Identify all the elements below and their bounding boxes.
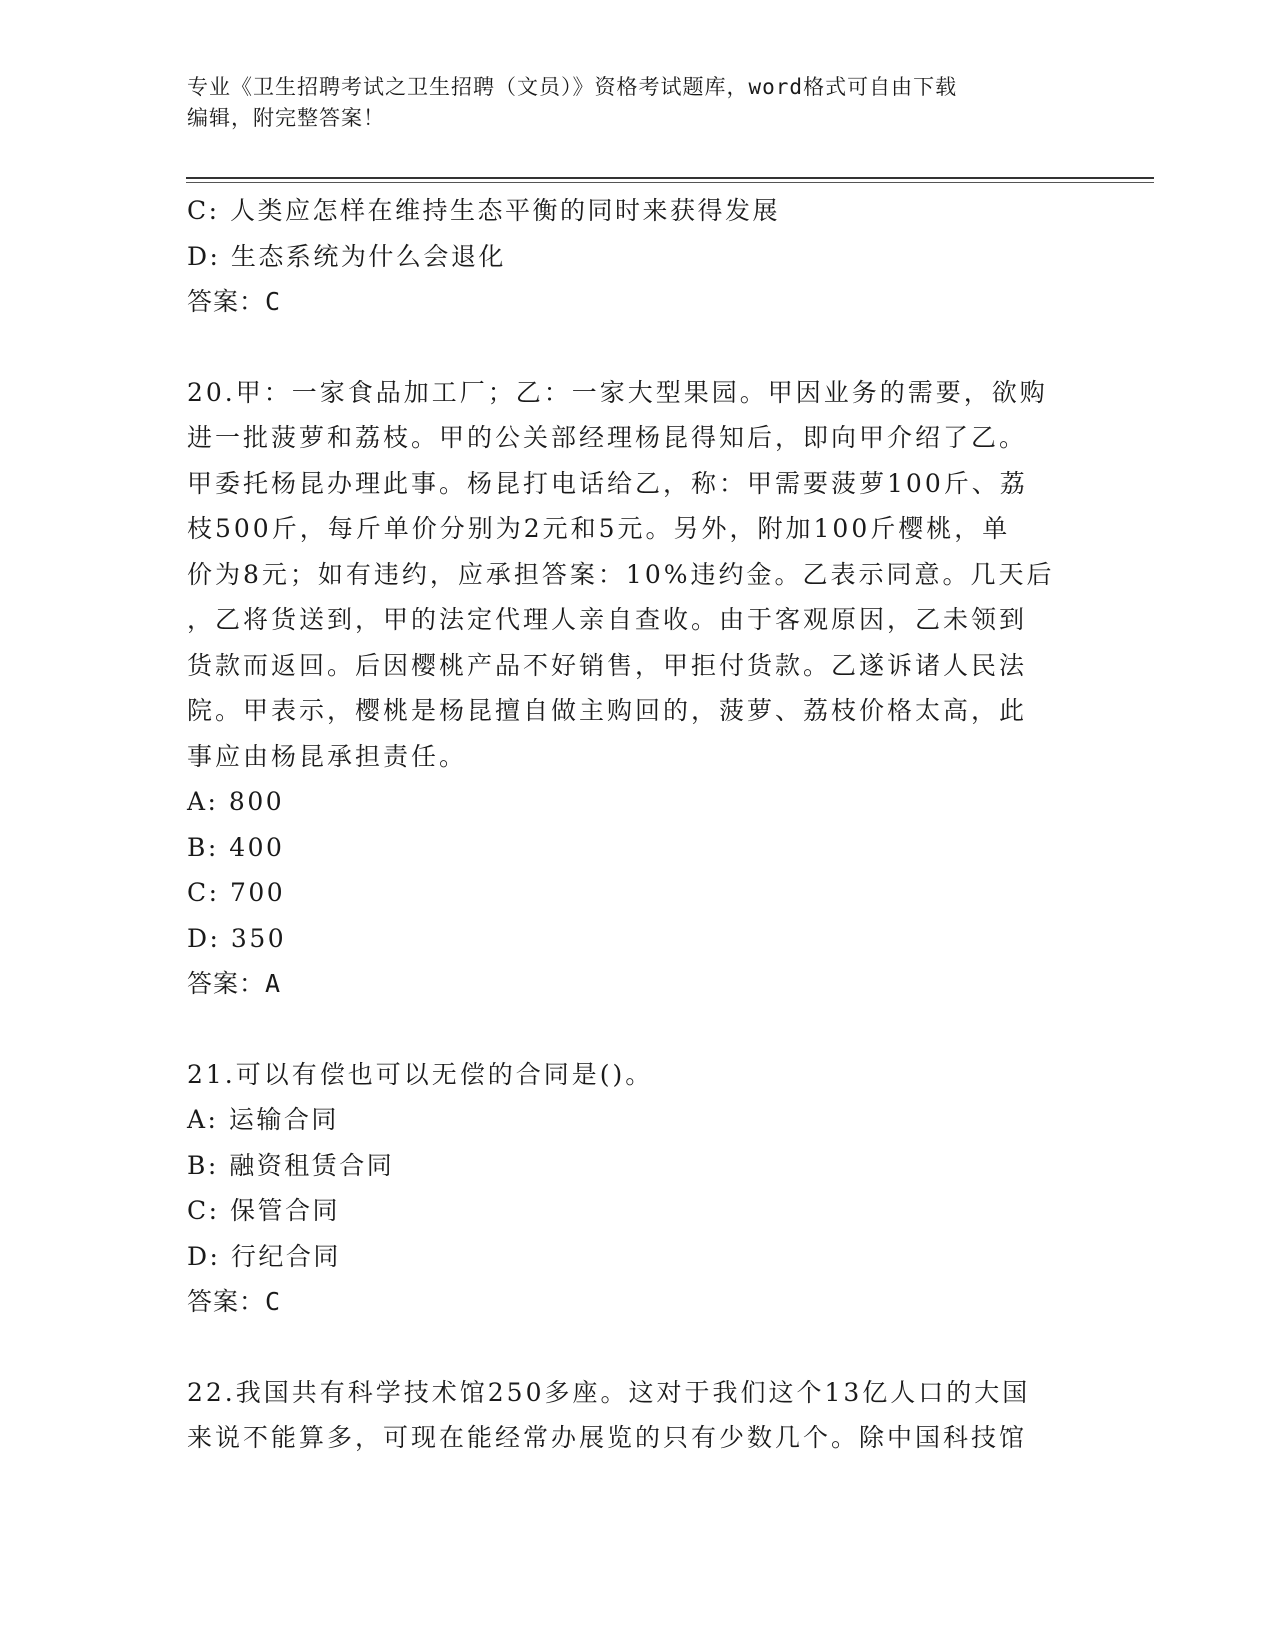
stem-line: 21.可以有偿也可以无偿的合同是()。	[187, 1059, 654, 1089]
stem-line: 事应由杨昆承担责任。	[187, 741, 468, 771]
answer-line: 答案：C	[187, 1287, 282, 1316]
option-b: B: 融资租赁合同	[187, 1150, 395, 1180]
stem-line: 来说不能算多，可现在能经常办展览的只有少数几个。除中国科技馆	[187, 1423, 1028, 1452]
stem-line: 20.甲：一家食品加工厂；乙：一家大型果园。甲因业务的需要，欲购	[187, 377, 1048, 407]
option-c: C: 保管合同	[187, 1196, 340, 1225]
header-line: 编辑，附完整答案！	[187, 106, 385, 130]
stem-line: ，乙将货送到，甲的法定代理人亲自查收。由于客观原因，乙未领到	[187, 605, 1028, 634]
stem-line: 进一批菠萝和荔枝。甲的公关部经理杨昆得知后，即向甲介绍了乙。	[187, 423, 1028, 452]
answer-line: 答案：C	[187, 287, 282, 316]
option-d: D: 行纪合同	[187, 1241, 341, 1271]
header-line: 专业《卫生招聘考试之卫生招聘（文员）》资格考试题库，word格式可自由下载	[187, 75, 958, 99]
document-body	[187, 188, 1087, 1461]
spacer	[187, 1007, 1087, 1052]
header-divider-thin	[186, 182, 1154, 183]
document-header	[187, 72, 1067, 134]
stem-line: 甲委托杨昆办理此事。杨昆打电话给乙，称：甲需要菠萝100斤、荔	[187, 468, 1028, 498]
stem-line: 枝500斤，每斤单价分别为2元和5元。另外，附加100斤樱桃，单	[187, 514, 1011, 543]
header-divider	[186, 177, 1154, 179]
option-a: A: 运输合同	[187, 1105, 339, 1134]
question-22	[187, 1370, 1087, 1461]
option-d: D: 350	[187, 923, 287, 953]
option-c: C: 人类应怎样在维持生态平衡的同时来获得发展	[187, 196, 780, 225]
spacer	[187, 1325, 1087, 1370]
stem-line: 院。甲表示，樱桃是杨昆擅自做主购回的，菠萝、荔枝价格太高，此	[187, 696, 1028, 725]
stem-line: 22.我国共有科学技术馆250多座。这对于我们这个13亿人口的大国	[187, 1377, 1031, 1407]
option-c: C: 700	[187, 878, 286, 907]
question-stem	[187, 1370, 1087, 1461]
question-stem	[187, 370, 1087, 780]
option-b: B: 400	[187, 832, 285, 862]
stem-line: 价为8元；如有违约，应承担答案：10%违约金。乙表示同意。几天后	[187, 559, 1055, 589]
option-d: D: 生态系统为什么会退化	[187, 241, 506, 271]
question-20	[187, 370, 1087, 1007]
question-stem	[187, 1052, 1087, 1098]
stem-line: 货款而返回。后因樱桃产品不好销售，甲拒付货款。乙遂诉诸人民法	[187, 650, 1028, 680]
option-a: A: 800	[187, 787, 285, 816]
answer-line: 答案：A	[187, 969, 282, 998]
question-block	[187, 188, 1087, 325]
question-21	[187, 1052, 1087, 1325]
spacer	[187, 325, 1087, 370]
